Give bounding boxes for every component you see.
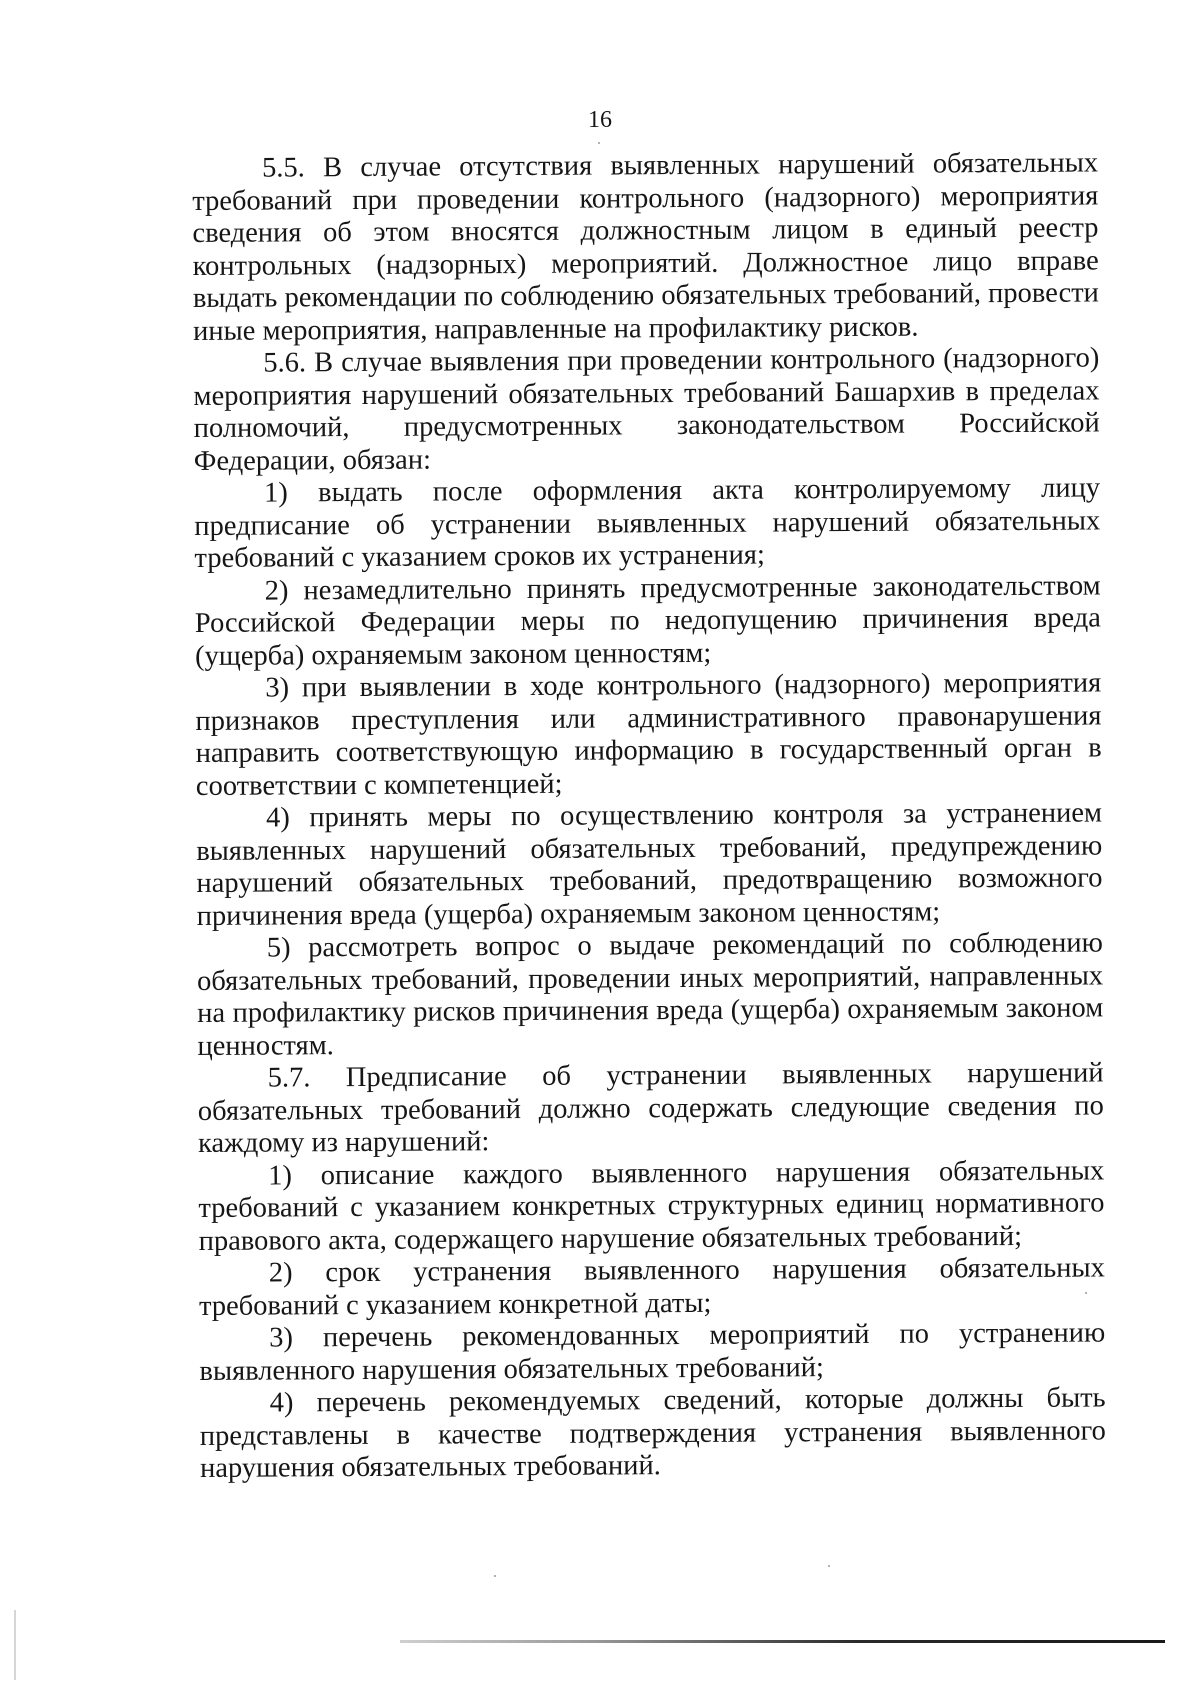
list-item-5-6-2: 2) незамедлительно принять предусмотренные законодательством Российской Федерации меры по недопущению причинения вреда (ущерба) охраняемым законом ценностям; xyxy=(194,569,1101,672)
scan-speck xyxy=(828,1565,830,1567)
list-item-5-7-2: 2) срок устранения выявленного нарушения обязательных требований с указанием конкретной даты; xyxy=(198,1252,1105,1322)
list-item-5-6-5: 5) рассмотреть вопрос о выдаче рекомендаций по соблюдению обязательных требований, проведении иных мероприятий, направленных на профилактику рисков причинения вреда (ущерба) охраняемым законом ценностям. xyxy=(196,927,1104,1062)
scan-speck xyxy=(1085,1292,1087,1294)
document-body xyxy=(192,147,1106,1485)
list-item-5-6-1: 1) выдать после оформления акта контролируемому лицу предписание об устранении выявленных нарушений обязательных требований с указанием сроков их устранения; xyxy=(194,472,1101,574)
list-item-5-6-4: 4) принять меры по осуществлению контроля за устранением выявленных нарушений обязательных требований, предупреждению нарушений обязательных требований, предотвращению возможного причинения вреда (ущерба) охраняемым законом ценностям; xyxy=(196,797,1103,932)
paragraph-5-5: 5.5. В случае отсутствия выявленных нарушений обязательных требований при проведении контрольного (надзорного) мероприятия сведения об этом вносятся должностным лицом в единый реестр контрольных (надзорных) мероприятий. Должностное лицо вправе выдать рекомендации по соблюдению обязательных требований, провести иные мероприятия, направленные на профилактику рисков. xyxy=(192,147,1099,347)
list-item-5-7-1: 1) описание каждого выявленного нарушения обязательных требований с указанием конкретных структурных единиц нормативного правового акта, содержащего нарушение обязательных требований; xyxy=(198,1154,1105,1257)
page-number: 16 xyxy=(588,107,612,133)
paragraph-5-7: 5.7. Предписание об устранении выявленных нарушений обязательных требований должно содержать следующие сведения по каждому из нарушений: xyxy=(197,1057,1104,1159)
list-item-5-7-3: 3) перечень рекомендованных мероприятий по устранению выявленного нарушения обязательных требований; xyxy=(199,1317,1106,1387)
scan-speck xyxy=(494,1575,496,1577)
scan-margin-line xyxy=(14,1610,16,1680)
list-item-5-7-4: 4) перечень рекомендуемых сведений, которые должны быть представлены в качестве подтверждения устранения выявленного нарушения обязательных требований. xyxy=(199,1382,1106,1484)
scan-bottom-rule xyxy=(400,1640,1165,1643)
list-item-5-6-3: 3) при выявлении в ходе контрольного (надзорного) мероприятия признаков преступления или административного правонарушения направить соответствующую информацию в государственный орган в соответствии с компетенцией; xyxy=(195,667,1102,802)
scan-speck xyxy=(598,142,600,144)
paragraph-5-6: 5.6. В случае выявления при проведении контрольного (надзорного) мероприятия нарушений обязательных требований Башархив в пределах полномочий, предусмотренных законодательством Российской Федерации, обязан: xyxy=(193,342,1100,477)
